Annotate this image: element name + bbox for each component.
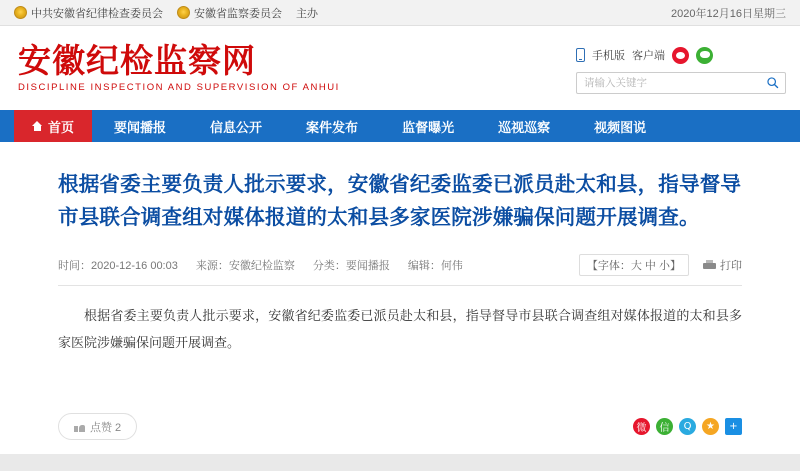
nav-item-video-label: 视频图说: [594, 119, 647, 135]
home-icon: [32, 121, 43, 131]
wechat-icon[interactable]: [696, 47, 713, 64]
header-right: [576, 43, 786, 94]
phone-icon: [576, 48, 585, 62]
logo-subtitle: DISCIPLINE INSPECTION AND SUPERVISION OF ANHUI: [18, 81, 340, 93]
font-size-selector[interactable]: 【字体：大 中 小】: [579, 254, 689, 276]
nav-item-home-label: 首页: [48, 119, 75, 135]
page-title: 根据省委主要负责人批示要求，安徽省纪委监委已派员赴太和县，指导督导市县联合调查组对媒体报道的太和县多家医院涉嫌骗保问题开展调查。: [58, 172, 742, 230]
nav-item-home[interactable]: [14, 110, 92, 142]
article-source: 来源：安徽纪检监察: [195, 260, 295, 273]
wechat-share-icon[interactable]: 信: [656, 418, 673, 435]
nav-item-inspection-label: 巡视巡察: [498, 119, 551, 135]
article-body: 根据省委主要负责人批示要求，安徽省纪委监委已派员赴太和县，指导督导市县联合调查组对媒体报道的太和县多家医院涉嫌骗保问题开展调查。: [58, 309, 742, 352]
thumbs-up-icon: [74, 421, 85, 432]
search-box[interactable]: [576, 72, 786, 94]
nav-item-news[interactable]: [92, 110, 188, 142]
search-input[interactable]: [577, 73, 759, 93]
article-content: [0, 142, 800, 454]
weibo-share-icon[interactable]: 微: [633, 418, 650, 435]
top-bar-left: [14, 5, 318, 21]
print-button[interactable]: [703, 257, 742, 273]
like-button[interactable]: [58, 413, 137, 440]
share-bar: [633, 418, 742, 435]
nav-item-cases[interactable]: [284, 110, 380, 142]
nav-item-exposure-label: 监督曝光: [402, 119, 455, 135]
main-nav: [0, 110, 800, 142]
footer-strip: [0, 454, 800, 471]
article-time: 时间：2020-12-16 00:03: [58, 260, 178, 273]
gov-org-2-label: 安徽省监察委员会: [194, 7, 282, 20]
nav-item-disclosure-label: 信息公开: [210, 119, 263, 135]
like-label: 点赞 2: [90, 421, 122, 434]
header-links: [576, 47, 786, 64]
more-share-icon[interactable]: +: [725, 418, 742, 435]
gov-org-1-label: 中共安徽省纪律检查委员会: [31, 7, 163, 20]
emblem-icon: [14, 6, 27, 19]
search-button[interactable]: [759, 73, 785, 93]
emblem-icon: [177, 6, 190, 19]
current-date: 2020年12月16日星期三: [671, 7, 786, 20]
gov-org-2: [177, 5, 282, 21]
nav-item-inspection[interactable]: [476, 110, 572, 142]
nav-item-news-label: 要闻播报: [114, 119, 167, 135]
sponsor-label: 主办: [296, 7, 318, 20]
article-footer-bar: [58, 413, 742, 440]
favorite-icon[interactable]: ★: [702, 418, 719, 435]
site-header: [0, 26, 800, 110]
gov-org-1: [14, 5, 163, 21]
article-meta-tools: [579, 254, 742, 276]
weibo-icon[interactable]: [672, 47, 689, 64]
article-category: 分类：要闻播报: [312, 260, 390, 273]
print-label: 打印: [720, 260, 742, 273]
logo-title: 安徽纪检监察网: [18, 41, 256, 81]
nav-item-disclosure[interactable]: [188, 110, 284, 142]
nav-item-exposure[interactable]: [380, 110, 476, 142]
nav-item-video[interactable]: [572, 110, 668, 142]
mobile-version-link[interactable]: 手机版: [592, 50, 625, 62]
printer-icon: [703, 260, 716, 271]
site-logo[interactable]: [14, 43, 340, 93]
top-bar: [0, 0, 800, 26]
article-meta: [58, 254, 742, 286]
nav-item-cases-label: 案件发布: [306, 119, 359, 135]
article-editor: 编辑：何伟: [407, 260, 463, 273]
search-icon: [766, 76, 779, 89]
qq-share-icon[interactable]: Q: [679, 418, 696, 435]
app-client-link[interactable]: 客户端: [632, 50, 665, 62]
